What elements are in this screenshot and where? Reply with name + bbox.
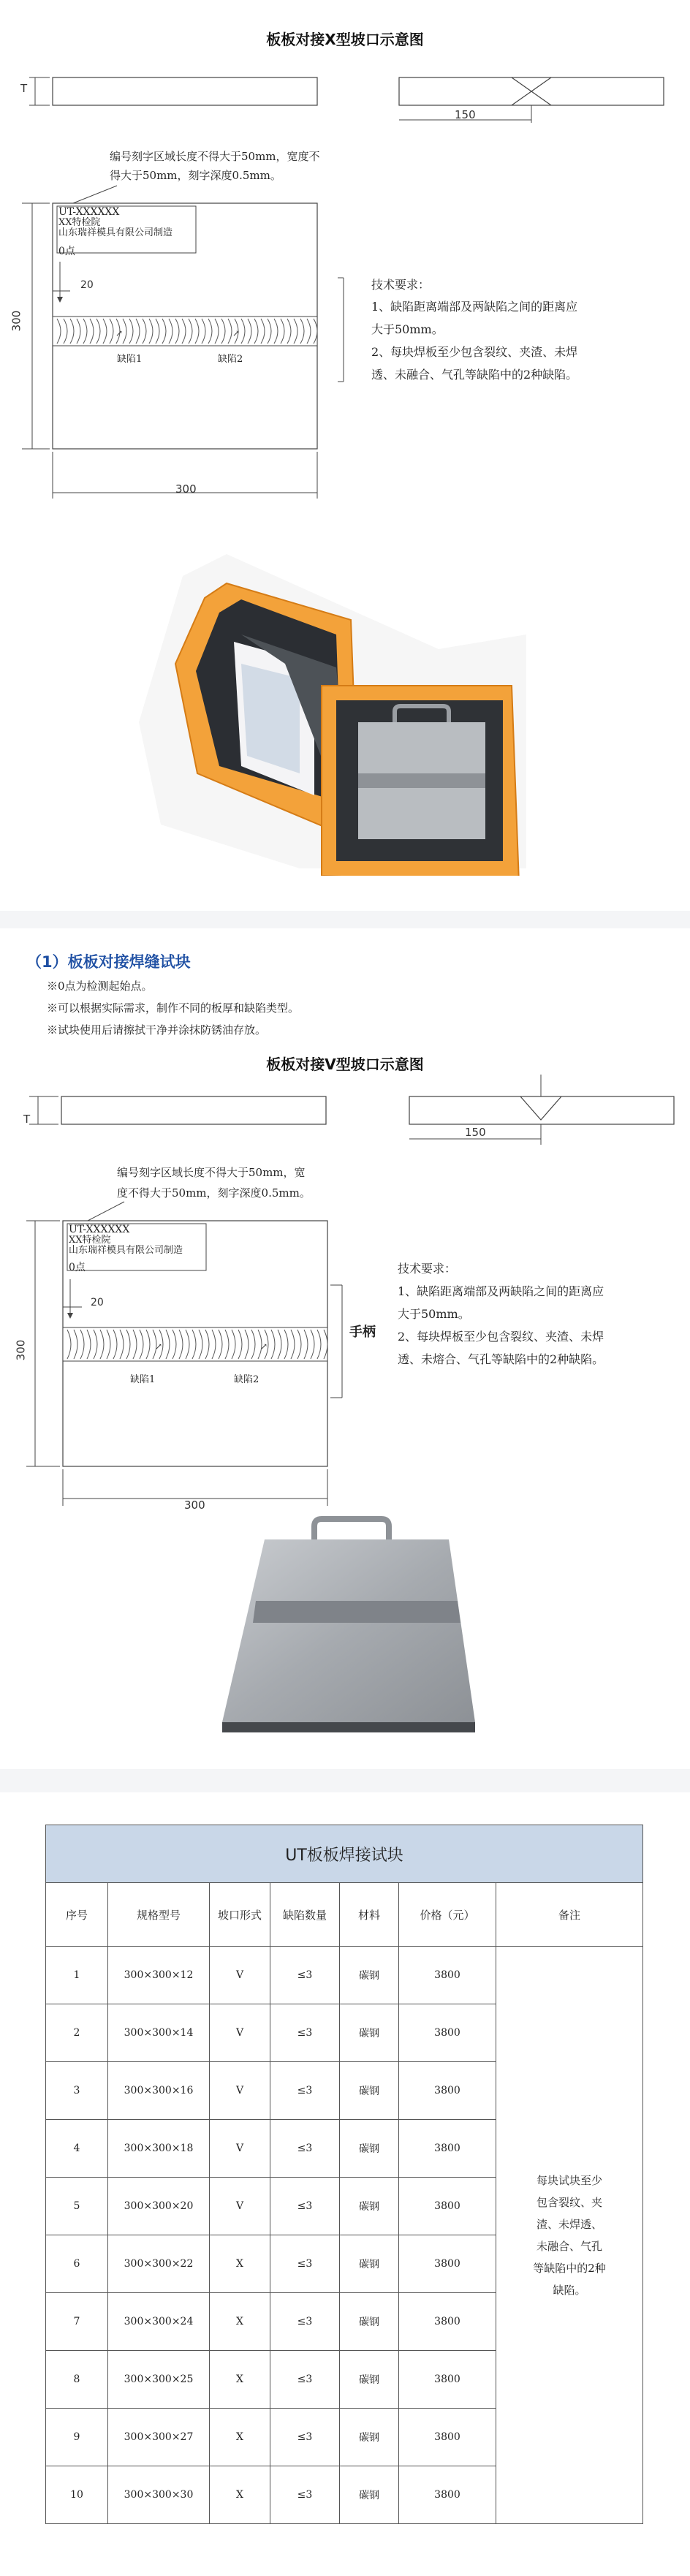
cell-index: 7: [46, 2293, 108, 2351]
cell-spec: 300×300×25: [108, 2351, 210, 2409]
cell-index: 1: [46, 1947, 108, 2004]
cell-defects: ≤3: [270, 2293, 340, 2351]
req-line: 大于50mm。: [371, 322, 444, 336]
req-title: 技术要求：: [371, 278, 431, 292]
cell-groove: V: [210, 2004, 270, 2062]
cell-material: 碳钢: [340, 2409, 399, 2466]
x-groove-profile-diagram: [0, 58, 690, 124]
cell-spec: 300×300×30: [108, 2466, 210, 2524]
dim-300-side: 300: [14, 1339, 28, 1361]
cell-material: 碳钢: [340, 2351, 399, 2409]
svg-text:↗: ↗: [232, 328, 240, 338]
cell-spec: 300×300×22: [108, 2235, 210, 2293]
remark-line: 渣、未焊透、: [536, 2217, 602, 2231]
case-photo: [117, 554, 526, 876]
cell-index: 5: [46, 2178, 108, 2235]
dim-20: 20: [80, 279, 94, 291]
cell-material: 碳钢: [340, 2235, 399, 2293]
req-line: 透、未融合、气孔等缺陷中的2种缺陷。: [371, 368, 578, 382]
cell-defects: ≤3: [270, 2235, 340, 2293]
dim-300-side: 300: [10, 310, 23, 332]
section-separator: [0, 1769, 690, 1792]
col-header: 价格（元）: [399, 1883, 496, 1947]
cell-index: 4: [46, 2120, 108, 2178]
req-line: 1、缺陷距离端部及两缺陷之间的距离应: [398, 1284, 604, 1298]
cell-price: 3800: [399, 2351, 496, 2409]
defect1-label: 缺陷1: [130, 1374, 156, 1385]
engrave-note-line1: 编号刻字区域长度不得大于50mm，宽: [117, 1166, 306, 1179]
dim-300-bottom: 300: [184, 1499, 205, 1512]
cell-price: 3800: [399, 2120, 496, 2178]
cell-material: 碳钢: [340, 2466, 399, 2524]
cell-defects: ≤3: [270, 2004, 340, 2062]
cell-price: 3800: [399, 2409, 496, 2466]
price-table: [45, 1825, 643, 2524]
cell-price: 3800: [399, 2466, 496, 2524]
cell-defects: ≤3: [270, 2466, 340, 2524]
cell-material: 碳钢: [340, 2062, 399, 2120]
col-header: 缺陷数量: [270, 1883, 340, 1947]
cell-price: 3800: [399, 2062, 496, 2120]
t-label: T: [23, 1113, 31, 1126]
defect2-label: 缺陷2: [234, 1374, 259, 1385]
cell-groove: X: [210, 2409, 270, 2466]
test-block-photo: [212, 1513, 490, 1747]
col-header: 材料: [340, 1883, 399, 1947]
plate-code: UT-XXXXXX: [58, 206, 120, 218]
cell-spec: 300×300×16: [108, 2062, 210, 2120]
req-line: 1、缺陷距离端部及两缺陷之间的距离应: [371, 300, 578, 314]
plate-org: XX特检院: [69, 1235, 111, 1246]
cell-price: 3800: [399, 1947, 496, 2004]
cell-defects: ≤3: [270, 1947, 340, 2004]
cell-groove: V: [210, 2120, 270, 2178]
zero-point-label: 0点: [69, 1262, 86, 1273]
engrave-note-line2: 度不得大于50mm，刻字深度0.5mm。: [117, 1186, 311, 1200]
engrave-note-line1: 编号刻字区域长度不得大于50mm，宽度不: [110, 150, 320, 163]
cell-spec: 300×300×27: [108, 2409, 210, 2466]
cell-material: 碳钢: [340, 2178, 399, 2235]
cell-index: 2: [46, 2004, 108, 2062]
cell-price: 3800: [399, 2293, 496, 2351]
cell-price: 3800: [399, 2004, 496, 2062]
col-header: 备注: [496, 1883, 643, 1947]
cell-index: 3: [46, 2062, 108, 2120]
cell-groove: V: [210, 2178, 270, 2235]
section-separator: [0, 911, 690, 928]
col-header: 坡口形式: [210, 1883, 270, 1947]
cell-groove: X: [210, 2235, 270, 2293]
table-caption: UT板板焊接试块: [46, 1825, 643, 1883]
cell-defects: ≤3: [270, 2409, 340, 2466]
section-v-heading: （1）板板对接焊缝试块: [26, 953, 191, 971]
cell-index: 9: [46, 2409, 108, 2466]
remark-line: 等缺陷中的2种: [533, 2261, 606, 2275]
cell-spec: 300×300×12: [108, 1947, 210, 2004]
remark-line: 缺陷。: [553, 2283, 586, 2297]
remark-line: 包含裂纹、夹: [536, 2195, 602, 2209]
bullet-item: ※0点为检测起始点。: [47, 980, 153, 993]
zero-point-label: 0点: [58, 246, 75, 257]
req-line: 大于50mm。: [398, 1307, 470, 1321]
cell-spec: 300×300×14: [108, 2004, 210, 2062]
cell-groove: X: [210, 2351, 270, 2409]
cell-index: 8: [46, 2351, 108, 2409]
cell-defects: ≤3: [270, 2062, 340, 2120]
cell-groove: V: [210, 1947, 270, 2004]
dim-150: 150: [465, 1126, 486, 1139]
cell-material: 碳钢: [340, 2004, 399, 2062]
cell-spec: 300×300×20: [108, 2178, 210, 2235]
cell-remark: [496, 1947, 643, 2524]
bullet-item: ※试块使用后请擦拭干净并涂抹防锈油存放。: [47, 1023, 267, 1037]
cell-defects: ≤3: [270, 2178, 340, 2235]
remark-line: 未融合、气孔: [536, 2239, 602, 2253]
engrave-note-line2: 得大于50mm，刻字深度0.5mm。: [110, 169, 281, 182]
plate-maker: 山东瑞祥模具有限公司制造: [58, 227, 173, 238]
col-header: 规格型号: [108, 1883, 210, 1947]
t-label: T: [20, 82, 28, 95]
defect2-label: 缺陷2: [218, 354, 243, 365]
table-row: [46, 1947, 643, 2004]
cell-material: 碳钢: [340, 2120, 399, 2178]
cell-groove: X: [210, 2293, 270, 2351]
bullet-item: ※可以根据实际需求，制作不同的板厚和缺陷类型。: [47, 1001, 300, 1015]
dim-300-bottom: 300: [175, 482, 197, 496]
handle-label: 手柄: [349, 1325, 376, 1340]
req-line: 透、未熔合、气孔等缺陷中的2种缺陷。: [398, 1352, 604, 1366]
svg-text:↗: ↗: [115, 328, 124, 338]
remark-line: 每块试块至少: [536, 2173, 602, 2187]
cell-price: 3800: [399, 2235, 496, 2293]
cell-groove: X: [210, 2466, 270, 2524]
cell-material: 碳钢: [340, 2293, 399, 2351]
section-x-title: 板板对接X型坡口示意图: [266, 31, 424, 48]
cell-material: 碳钢: [340, 1947, 399, 2004]
req-line: 2、每块焊板至少包含裂纹、夹渣、未焊: [371, 345, 578, 359]
plate-maker: 山东瑞祥模具有限公司制造: [69, 1245, 183, 1256]
defect1-label: 缺陷1: [117, 354, 143, 365]
cell-spec: 300×300×18: [108, 2120, 210, 2178]
dim-20: 20: [91, 1297, 104, 1308]
dim-150: 150: [455, 108, 476, 121]
plate-org: XX特检院: [58, 217, 101, 228]
svg-text:↗: ↗: [155, 1341, 163, 1352]
req-line: 2、每块焊板至少包含裂纹、夹渣、未焊: [398, 1330, 604, 1344]
plate-code: UT-XXXXXX: [69, 1224, 130, 1235]
cell-price: 3800: [399, 2178, 496, 2235]
cell-index: 6: [46, 2235, 108, 2293]
svg-text:↗: ↗: [260, 1341, 268, 1352]
col-header: 序号: [46, 1883, 108, 1947]
req-title: 技术要求：: [398, 1262, 457, 1276]
section-v-title: 板板对接V型坡口示意图: [266, 1056, 424, 1073]
cell-defects: ≤3: [270, 2351, 340, 2409]
cell-groove: V: [210, 2062, 270, 2120]
v-groove-profile-diagram: [0, 1075, 690, 1155]
cell-index: 10: [46, 2466, 108, 2524]
cell-defects: ≤3: [270, 2120, 340, 2178]
cell-spec: 300×300×24: [108, 2293, 210, 2351]
